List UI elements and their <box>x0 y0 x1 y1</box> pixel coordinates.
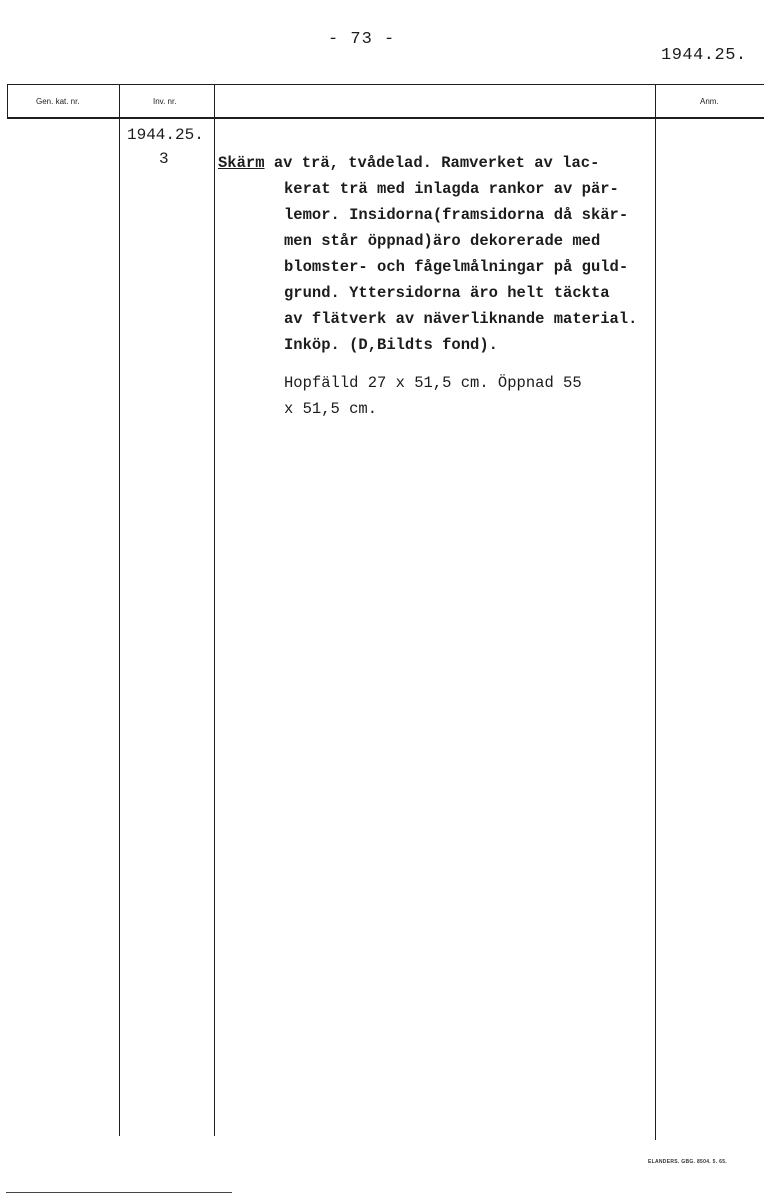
header-top-rule <box>7 84 764 85</box>
printer-mark: ELANDERS. GBG. 8504. 5. 65. <box>648 1159 727 1165</box>
page-reference: 1944.25. <box>661 46 747 65</box>
entry-line-1 <box>218 150 688 176</box>
footer-rule <box>6 1192 232 1193</box>
measurements <box>284 370 664 422</box>
column-header-inv-nr: Inv. nr. <box>153 97 177 106</box>
entry-line: blomster- och fågelmålningar på guld- <box>284 258 629 276</box>
entry-line: av flätverk av näverliknande material. <box>284 310 638 328</box>
measurement-line: x 51,5 cm. <box>284 400 378 418</box>
entry-line: grund. Yttersidorna äro helt täckta <box>284 284 610 302</box>
entry-line: men står öppnad)äro dekorerade med <box>284 232 601 250</box>
object-name: Skärm <box>218 154 265 172</box>
left-edge-rule <box>7 84 8 118</box>
entry-line: lemor. Insidorna(framsidorna då skär- <box>284 206 629 224</box>
column-header-anm: Anm. <box>700 97 719 106</box>
inventory-year: 1944.25. <box>127 126 204 144</box>
page-number: - 73 - <box>328 30 396 49</box>
entry-description <box>218 150 688 358</box>
column-divider-gen <box>119 84 120 1136</box>
entry-line: Inköp. (D,Bildts fond). <box>284 336 498 354</box>
inventory-number: 3 <box>159 150 169 168</box>
entry-line-1-text: av trä, tvådelad. Ramverket av lac- <box>264 154 600 172</box>
header-bottom-rule <box>7 117 764 119</box>
column-divider-inv <box>214 84 215 1136</box>
column-header-gen-kat-nr: Gen. kat. nr. <box>36 97 80 106</box>
measurement-line: Hopfälld 27 x 51,5 cm. Öppnad 55 <box>284 374 582 392</box>
entry-line: kerat trä med inlagda rankor av pär- <box>284 180 619 198</box>
